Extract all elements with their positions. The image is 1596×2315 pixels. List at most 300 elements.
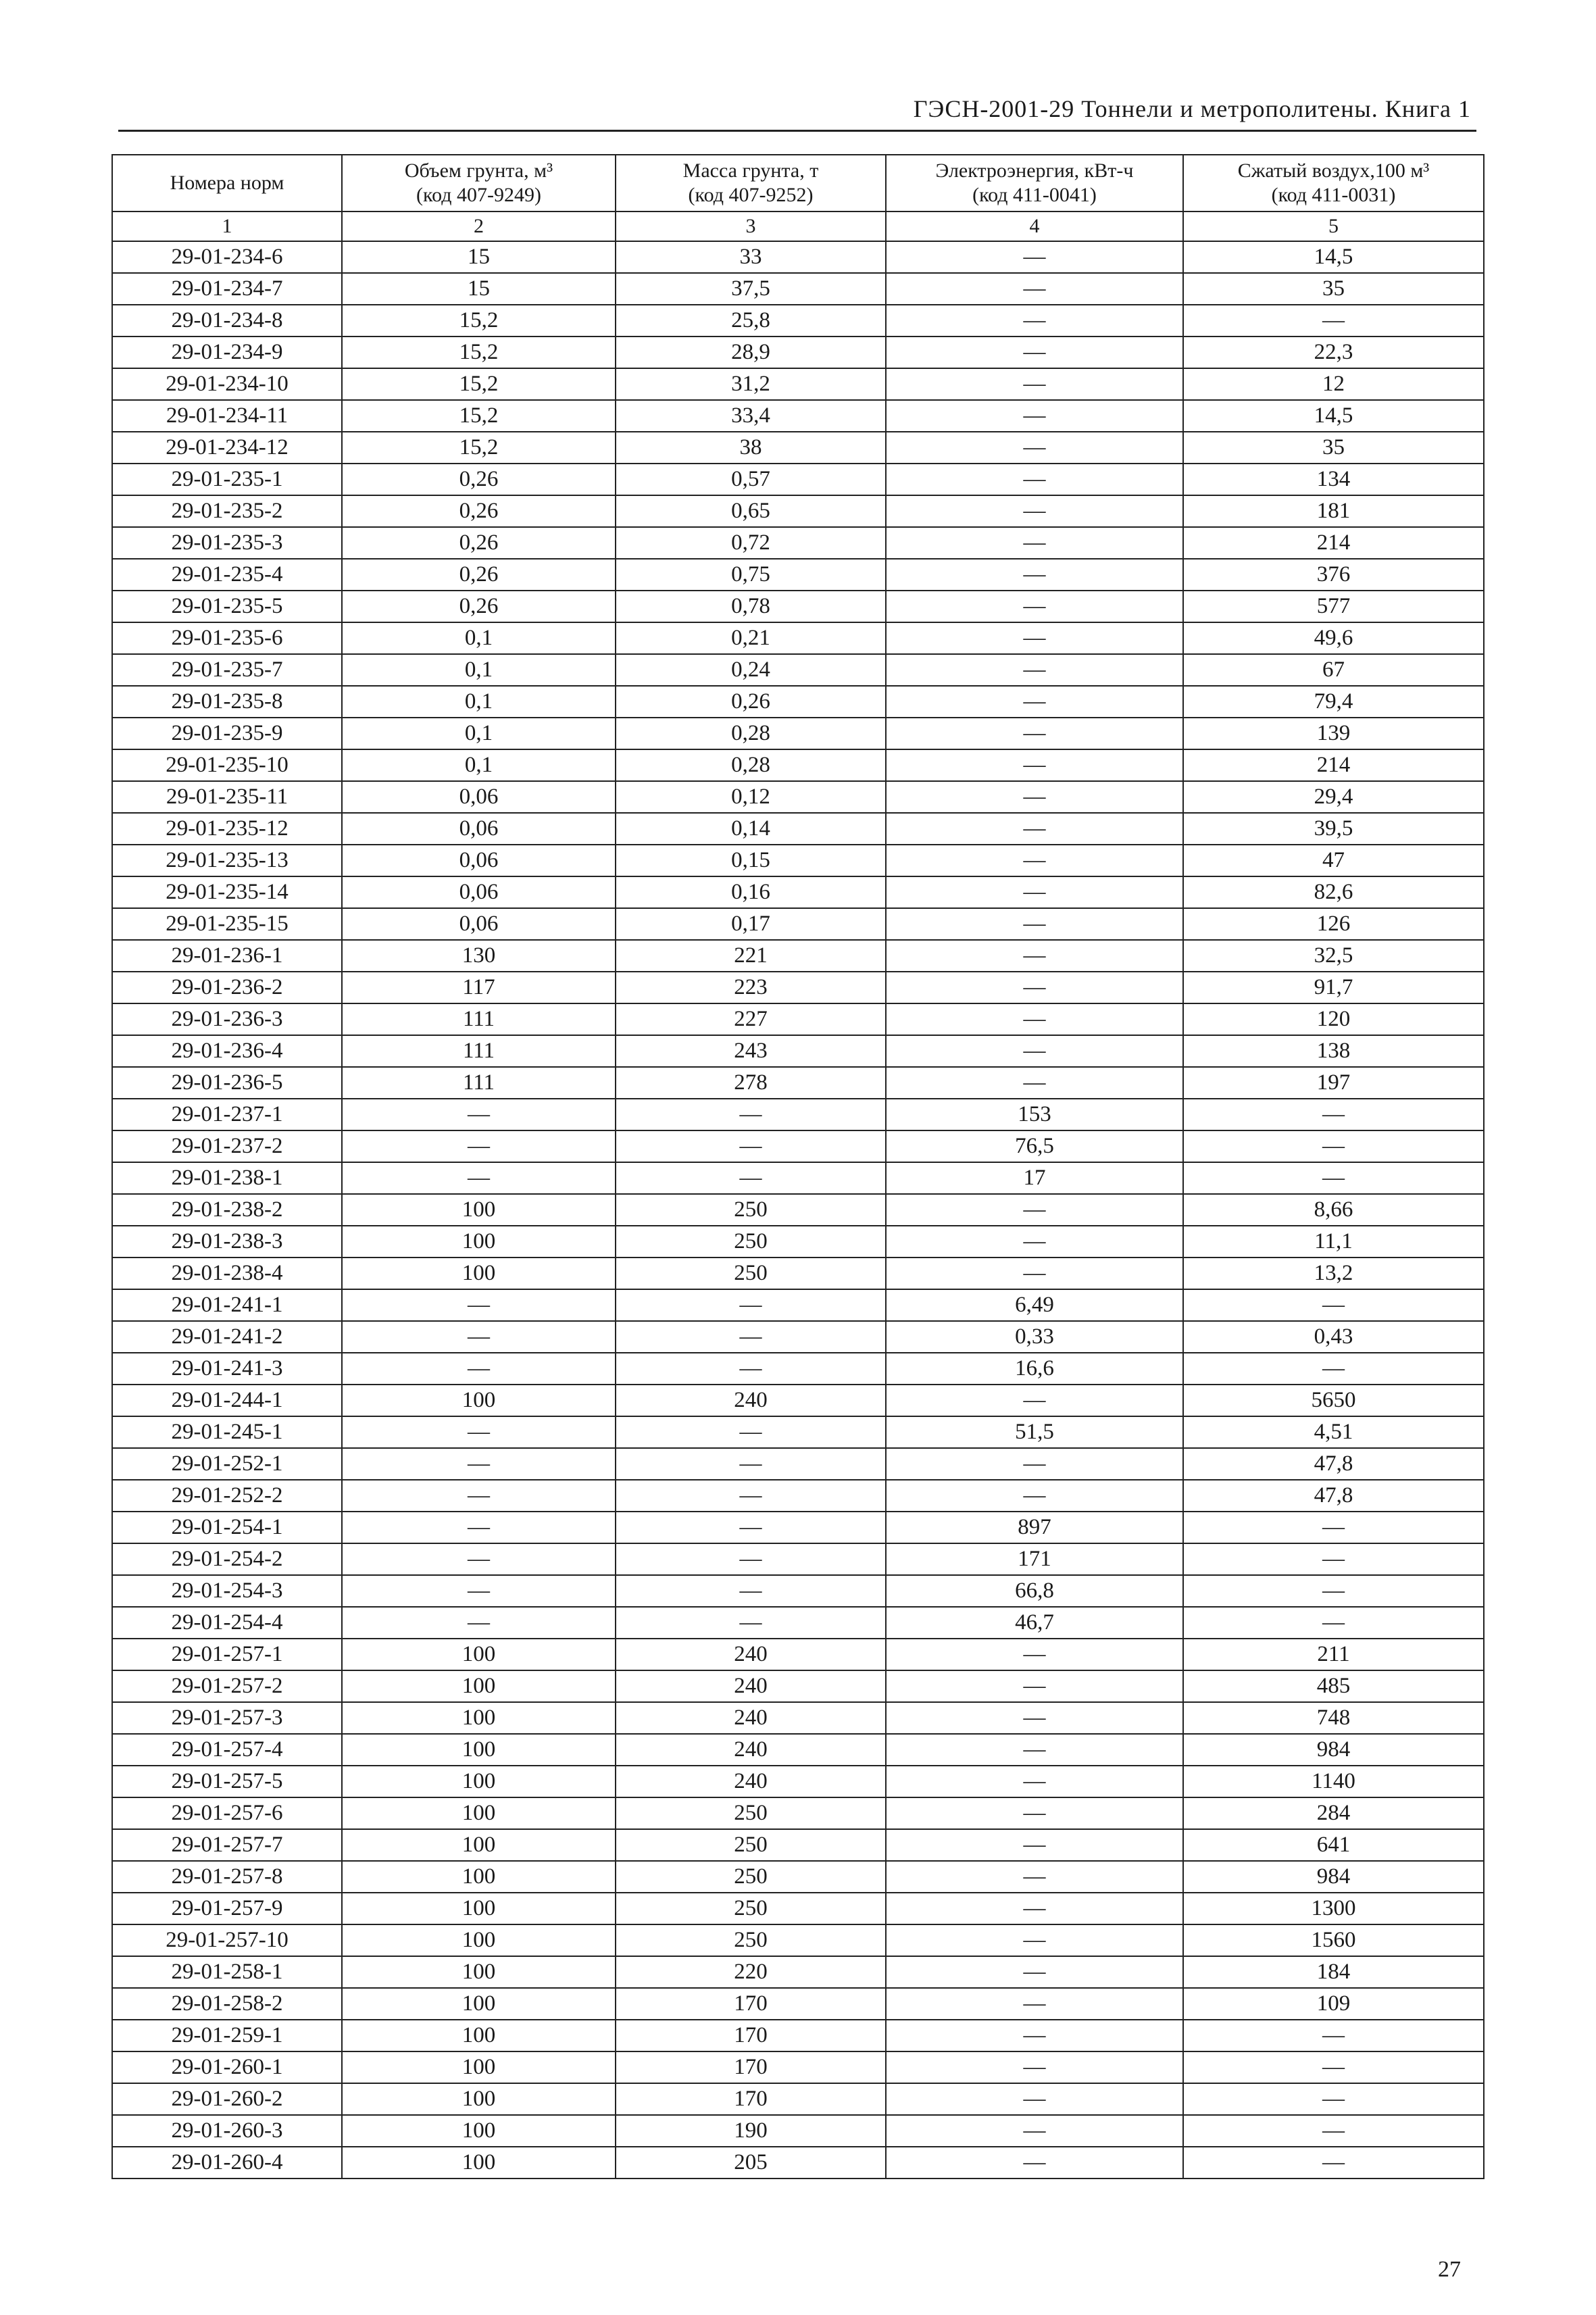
compressed-air-cell: 49,6 <box>1183 622 1484 654</box>
electricity-cell: — <box>886 368 1183 400</box>
norm-number-cell: 29-01-252-1 <box>112 1448 342 1480</box>
norm-number-cell: 29-01-238-2 <box>112 1194 342 1226</box>
electricity-cell: — <box>886 591 1183 622</box>
soil-volume-cell: 111 <box>342 1035 616 1067</box>
table-row <box>112 1543 1484 1575</box>
table-row <box>112 1321 1484 1353</box>
electricity-cell: — <box>886 241 1183 273</box>
soil-volume-cell: 100 <box>342 1734 616 1766</box>
norm-number-cell: 29-01-258-2 <box>112 1988 342 2020</box>
soil-volume-cell: — <box>342 1353 616 1385</box>
compressed-air-cell: — <box>1183 1607 1484 1639</box>
soil-mass-cell: 250 <box>616 1861 886 1893</box>
soil-mass-cell: 240 <box>616 1670 886 1702</box>
soil-mass-cell: 250 <box>616 1797 886 1829</box>
soil-volume-cell: 100 <box>342 1924 616 1956</box>
soil-mass-cell: 25,8 <box>616 305 886 337</box>
compressed-air-cell: 984 <box>1183 1734 1484 1766</box>
soil-volume-cell: 100 <box>342 1258 616 1289</box>
soil-volume-cell: 100 <box>342 1702 616 1734</box>
compressed-air-cell: 5650 <box>1183 1385 1484 1416</box>
norm-number-cell: 29-01-235-2 <box>112 495 342 527</box>
compressed-air-cell: — <box>1183 2115 1484 2147</box>
norm-number-cell: 29-01-260-2 <box>112 2083 342 2115</box>
table-row <box>112 1702 1484 1734</box>
norm-number-cell: 29-01-236-3 <box>112 1003 342 1035</box>
soil-volume-cell: 100 <box>342 1385 616 1416</box>
soil-volume-cell: 111 <box>342 1067 616 1099</box>
soil-volume-cell: 0,06 <box>342 781 616 813</box>
soil-mass-cell: — <box>616 1289 886 1321</box>
electricity-cell: — <box>886 718 1183 749</box>
table-row <box>112 718 1484 749</box>
soil-mass-cell: 0,28 <box>616 749 886 781</box>
electricity-cell: — <box>886 2083 1183 2115</box>
compressed-air-cell: 22,3 <box>1183 337 1484 368</box>
soil-volume-cell: — <box>342 1416 616 1448</box>
soil-volume-cell: 0,1 <box>342 749 616 781</box>
compressed-air-cell: 181 <box>1183 495 1484 527</box>
column-number: 3 <box>616 211 886 241</box>
running-header <box>118 95 1476 132</box>
compressed-air-cell: 67 <box>1183 654 1484 686</box>
electricity-cell: — <box>886 972 1183 1003</box>
soil-mass-cell: 0,65 <box>616 495 886 527</box>
table-row <box>112 686 1484 718</box>
soil-volume-cell: — <box>342 1448 616 1480</box>
norm-number-cell: 29-01-235-15 <box>112 908 342 940</box>
norm-number-cell: 29-01-241-2 <box>112 1321 342 1353</box>
norm-number-cell: 29-01-234-11 <box>112 400 342 432</box>
soil-mass-cell: 205 <box>616 2147 886 2179</box>
soil-volume-cell: — <box>342 1130 616 1162</box>
soil-mass-cell: 170 <box>616 2083 886 2115</box>
table-row <box>112 2051 1484 2083</box>
norm-number-cell: 29-01-236-4 <box>112 1035 342 1067</box>
soil-mass-cell: 0,24 <box>616 654 886 686</box>
electricity-cell: — <box>886 1702 1183 1734</box>
electricity-cell: — <box>886 654 1183 686</box>
soil-volume-cell: 100 <box>342 1861 616 1893</box>
soil-mass-cell: 190 <box>616 2115 886 2147</box>
compressed-air-cell: — <box>1183 1512 1484 1543</box>
soil-volume-cell: 15 <box>342 241 616 273</box>
table-row <box>112 1893 1484 1924</box>
electricity-cell: — <box>886 781 1183 813</box>
norm-number-cell: 29-01-257-2 <box>112 1670 342 1702</box>
soil-mass-cell: 38 <box>616 432 886 464</box>
soil-mass-cell: 0,15 <box>616 845 886 876</box>
electricity-cell: — <box>886 1003 1183 1035</box>
soil-mass-cell: 250 <box>616 1226 886 1258</box>
electricity-cell: — <box>886 2147 1183 2179</box>
table-row <box>112 1003 1484 1035</box>
table-row <box>112 1385 1484 1416</box>
table-row <box>112 781 1484 813</box>
norm-number-cell: 29-01-257-6 <box>112 1797 342 1829</box>
soil-volume-cell: 100 <box>342 1893 616 1924</box>
norms-table <box>111 154 1485 2179</box>
table-row <box>112 1861 1484 1893</box>
compressed-air-cell: 79,4 <box>1183 686 1484 718</box>
soil-mass-cell: — <box>616 1353 886 1385</box>
norm-number-cell: 29-01-241-1 <box>112 1289 342 1321</box>
norm-number-cell: 29-01-234-7 <box>112 273 342 305</box>
electricity-cell: — <box>886 1480 1183 1512</box>
soil-volume-cell: — <box>342 1162 616 1194</box>
electricity-cell: — <box>886 686 1183 718</box>
table-row <box>112 1988 1484 2020</box>
norm-number-cell: 29-01-258-1 <box>112 1956 342 1988</box>
soil-mass-cell: 0,57 <box>616 464 886 495</box>
compressed-air-cell: 13,2 <box>1183 1258 1484 1289</box>
norm-number-cell: 29-01-234-9 <box>112 337 342 368</box>
table-row <box>112 1258 1484 1289</box>
table-row <box>112 749 1484 781</box>
compressed-air-cell: 8,66 <box>1183 1194 1484 1226</box>
norm-number-cell: 29-01-254-1 <box>112 1512 342 1543</box>
soil-mass-cell: 223 <box>616 972 886 1003</box>
table-row <box>112 241 1484 273</box>
table-row <box>112 1448 1484 1480</box>
table-row <box>112 1480 1484 1512</box>
soil-volume-cell: — <box>342 1321 616 1353</box>
norm-number-cell: 29-01-237-1 <box>112 1099 342 1130</box>
table-row <box>112 622 1484 654</box>
electricity-cell: — <box>886 527 1183 559</box>
compressed-air-cell: — <box>1183 2083 1484 2115</box>
soil-mass-cell: 227 <box>616 1003 886 1035</box>
norm-number-cell: 29-01-260-4 <box>112 2147 342 2179</box>
table-row <box>112 1607 1484 1639</box>
table-row <box>112 940 1484 972</box>
electricity-cell: — <box>886 1734 1183 1766</box>
electricity-cell: — <box>886 876 1183 908</box>
table-row <box>112 1829 1484 1861</box>
compressed-air-cell: 35 <box>1183 432 1484 464</box>
electricity-cell: 153 <box>886 1099 1183 1130</box>
soil-volume-cell: 0,1 <box>342 686 616 718</box>
soil-volume-cell: — <box>342 1512 616 1543</box>
compressed-air-cell: 134 <box>1183 464 1484 495</box>
soil-volume-cell: 0,1 <box>342 654 616 686</box>
soil-mass-cell: 0,28 <box>616 718 886 749</box>
soil-volume-cell: 100 <box>342 1226 616 1258</box>
soil-mass-cell: 278 <box>616 1067 886 1099</box>
norm-number-cell: 29-01-235-13 <box>112 845 342 876</box>
soil-volume-cell: 0,06 <box>342 876 616 908</box>
compressed-air-cell: 184 <box>1183 1956 1484 1988</box>
electricity-cell: — <box>886 559 1183 591</box>
soil-volume-cell: 0,26 <box>342 591 616 622</box>
soil-mass-cell: 220 <box>616 1956 886 1988</box>
compressed-air-cell: 47 <box>1183 845 1484 876</box>
header-cell-soil-mass: Масса грунта, т (код 407-9252) <box>616 155 886 211</box>
header-cell-electricity: Электроэнергия, кВт-ч (код 411-0041) <box>886 155 1183 211</box>
soil-mass-cell: 170 <box>616 1988 886 2020</box>
electricity-cell: — <box>886 1670 1183 1702</box>
soil-volume-cell: 0,26 <box>342 495 616 527</box>
column-number: 1 <box>112 211 342 241</box>
norm-number-cell: 29-01-260-3 <box>112 2115 342 2147</box>
soil-volume-cell: 100 <box>342 2115 616 2147</box>
soil-mass-cell: — <box>616 1543 886 1575</box>
compressed-air-cell: 984 <box>1183 1861 1484 1893</box>
soil-mass-cell: — <box>616 1416 886 1448</box>
compressed-air-cell: 4,51 <box>1183 1416 1484 1448</box>
soil-volume-cell: 0,06 <box>342 908 616 940</box>
norm-number-cell: 29-01-234-8 <box>112 305 342 337</box>
norm-number-cell: 29-01-235-1 <box>112 464 342 495</box>
compressed-air-cell: — <box>1183 2051 1484 2083</box>
table-row <box>112 368 1484 400</box>
table-row <box>112 1956 1484 1988</box>
table-row <box>112 1766 1484 1797</box>
table-row <box>112 972 1484 1003</box>
norm-number-cell: 29-01-254-4 <box>112 1607 342 1639</box>
electricity-cell: — <box>886 2020 1183 2051</box>
compressed-air-cell: 577 <box>1183 591 1484 622</box>
table-row <box>112 464 1484 495</box>
norm-number-cell: 29-01-245-1 <box>112 1416 342 1448</box>
compressed-air-cell: — <box>1183 1099 1484 1130</box>
table-row <box>112 654 1484 686</box>
soil-volume-cell: 100 <box>342 2051 616 2083</box>
soil-volume-cell: — <box>342 1607 616 1639</box>
electricity-cell: — <box>886 940 1183 972</box>
electricity-cell: — <box>886 1893 1183 1924</box>
compressed-air-cell: — <box>1183 1162 1484 1194</box>
soil-mass-cell: 0,17 <box>616 908 886 940</box>
electricity-cell: — <box>886 432 1183 464</box>
compressed-air-cell: 1300 <box>1183 1893 1484 1924</box>
table-header-row <box>112 155 1484 211</box>
compressed-air-cell: 47,8 <box>1183 1480 1484 1512</box>
electricity-cell: 16,6 <box>886 1353 1183 1385</box>
compressed-air-cell: — <box>1183 2020 1484 2051</box>
compressed-air-cell: 214 <box>1183 527 1484 559</box>
compressed-air-cell: — <box>1183 1543 1484 1575</box>
compressed-air-cell: 120 <box>1183 1003 1484 1035</box>
compressed-air-cell: 126 <box>1183 908 1484 940</box>
compressed-air-cell: 485 <box>1183 1670 1484 1702</box>
electricity-cell: — <box>886 845 1183 876</box>
electricity-cell: — <box>886 1639 1183 1670</box>
norm-number-cell: 29-01-241-3 <box>112 1353 342 1385</box>
table-row <box>112 1416 1484 1448</box>
electricity-cell: — <box>886 622 1183 654</box>
norm-number-cell: 29-01-237-2 <box>112 1130 342 1162</box>
soil-volume-cell: 111 <box>342 1003 616 1035</box>
header-cell-soil-volume: Объем грунта, м³ (код 407-9249) <box>342 155 616 211</box>
table-row <box>112 1194 1484 1226</box>
electricity-cell: 171 <box>886 1543 1183 1575</box>
electricity-cell: — <box>886 337 1183 368</box>
soil-volume-cell: 0,1 <box>342 718 616 749</box>
table-row <box>112 908 1484 940</box>
table-row <box>112 2147 1484 2179</box>
soil-mass-cell: 33,4 <box>616 400 886 432</box>
norm-number-cell: 29-01-235-10 <box>112 749 342 781</box>
norm-number-cell: 29-01-238-4 <box>112 1258 342 1289</box>
electricity-cell: — <box>886 400 1183 432</box>
soil-mass-cell: 37,5 <box>616 273 886 305</box>
soil-mass-cell: 170 <box>616 2020 886 2051</box>
soil-mass-cell: 240 <box>616 1385 886 1416</box>
soil-mass-cell: 250 <box>616 1194 886 1226</box>
norm-number-cell: 29-01-257-1 <box>112 1639 342 1670</box>
compressed-air-cell: 1560 <box>1183 1924 1484 1956</box>
compressed-air-cell: 91,7 <box>1183 972 1484 1003</box>
norm-number-cell: 29-01-259-1 <box>112 2020 342 2051</box>
electricity-cell: 17 <box>886 1162 1183 1194</box>
compressed-air-cell: — <box>1183 2147 1484 2179</box>
compressed-air-cell: 32,5 <box>1183 940 1484 972</box>
norm-number-cell: 29-01-234-6 <box>112 241 342 273</box>
electricity-cell: — <box>886 464 1183 495</box>
table-row <box>112 876 1484 908</box>
soil-mass-cell: — <box>616 1607 886 1639</box>
table-row <box>112 1099 1484 1130</box>
soil-mass-cell: 0,26 <box>616 686 886 718</box>
norm-number-cell: 29-01-257-3 <box>112 1702 342 1734</box>
column-number: 5 <box>1183 211 1484 241</box>
soil-mass-cell: — <box>616 1099 886 1130</box>
table-row <box>112 559 1484 591</box>
electricity-cell: — <box>886 305 1183 337</box>
soil-volume-cell: 0,06 <box>342 845 616 876</box>
soil-mass-cell: 0,75 <box>616 559 886 591</box>
table-row <box>112 2020 1484 2051</box>
electricity-cell: 897 <box>886 1512 1183 1543</box>
table-row <box>112 337 1484 368</box>
compressed-air-cell: 214 <box>1183 749 1484 781</box>
soil-mass-cell: 250 <box>616 1829 886 1861</box>
soil-volume-cell: 0,06 <box>342 813 616 845</box>
soil-volume-cell: — <box>342 1575 616 1607</box>
compressed-air-cell: — <box>1183 1130 1484 1162</box>
norm-number-cell: 29-01-235-7 <box>112 654 342 686</box>
soil-volume-cell: 15 <box>342 273 616 305</box>
norm-number-cell: 29-01-252-2 <box>112 1480 342 1512</box>
norm-number-cell: 29-01-257-7 <box>112 1829 342 1861</box>
soil-volume-cell: 0,26 <box>342 559 616 591</box>
norm-number-cell: 29-01-235-4 <box>112 559 342 591</box>
header-cell-compressed-air: Сжатый воздух,100 м³ (код 411-0031) <box>1183 155 1484 211</box>
compressed-air-cell: 47,8 <box>1183 1448 1484 1480</box>
soil-volume-cell: 15,2 <box>342 337 616 368</box>
soil-mass-cell: — <box>616 1575 886 1607</box>
norm-number-cell: 29-01-257-8 <box>112 1861 342 1893</box>
soil-mass-cell: 240 <box>616 1639 886 1670</box>
norm-number-cell: 29-01-257-10 <box>112 1924 342 1956</box>
compressed-air-cell: — <box>1183 1289 1484 1321</box>
soil-volume-cell: — <box>342 1289 616 1321</box>
compressed-air-cell: 29,4 <box>1183 781 1484 813</box>
norm-number-cell: 29-01-235-11 <box>112 781 342 813</box>
soil-volume-cell: 100 <box>342 1194 616 1226</box>
electricity-cell: — <box>886 1258 1183 1289</box>
soil-mass-cell: 170 <box>616 2051 886 2083</box>
table-row <box>112 1639 1484 1670</box>
norm-number-cell: 29-01-244-1 <box>112 1385 342 1416</box>
compressed-air-cell: 82,6 <box>1183 876 1484 908</box>
electricity-cell: — <box>886 1766 1183 1797</box>
electricity-cell: — <box>886 749 1183 781</box>
soil-mass-cell: 250 <box>616 1924 886 1956</box>
soil-mass-cell: — <box>616 1162 886 1194</box>
table-row <box>112 1575 1484 1607</box>
table-body <box>112 241 1484 2179</box>
table-row <box>112 2083 1484 2115</box>
soil-volume-cell: — <box>342 1480 616 1512</box>
electricity-cell: — <box>886 1226 1183 1258</box>
electricity-cell: — <box>886 2051 1183 2083</box>
electricity-cell: — <box>886 1956 1183 1988</box>
compressed-air-cell: — <box>1183 1575 1484 1607</box>
soil-mass-cell: 31,2 <box>616 368 886 400</box>
soil-volume-cell: 15,2 <box>342 305 616 337</box>
electricity-cell: — <box>886 495 1183 527</box>
electricity-cell: — <box>886 1035 1183 1067</box>
soil-volume-cell: 100 <box>342 2020 616 2051</box>
table-row <box>112 1162 1484 1194</box>
compressed-air-cell: 12 <box>1183 368 1484 400</box>
soil-mass-cell: 221 <box>616 940 886 972</box>
electricity-cell: — <box>886 1829 1183 1861</box>
compressed-air-cell: 35 <box>1183 273 1484 305</box>
soil-volume-cell: 100 <box>342 1639 616 1670</box>
header-cell-norm-numbers: Номера норм <box>112 155 342 211</box>
compressed-air-cell: 0,43 <box>1183 1321 1484 1353</box>
norm-number-cell: 29-01-257-9 <box>112 1893 342 1924</box>
soil-mass-cell: 0,12 <box>616 781 886 813</box>
soil-mass-cell: 250 <box>616 1258 886 1289</box>
soil-mass-cell: — <box>616 1321 886 1353</box>
soil-mass-cell: 33 <box>616 241 886 273</box>
norm-number-cell: 29-01-235-5 <box>112 591 342 622</box>
soil-mass-cell: 0,72 <box>616 527 886 559</box>
soil-volume-cell: 100 <box>342 2147 616 2179</box>
compressed-air-cell: 139 <box>1183 718 1484 749</box>
compressed-air-cell: 109 <box>1183 1988 1484 2020</box>
norm-number-cell: 29-01-238-1 <box>112 1162 342 1194</box>
soil-mass-cell: 240 <box>616 1734 886 1766</box>
electricity-cell: — <box>886 1924 1183 1956</box>
electricity-cell: 0,33 <box>886 1321 1183 1353</box>
soil-mass-cell: 240 <box>616 1702 886 1734</box>
soil-mass-cell: — <box>616 1448 886 1480</box>
soil-mass-cell: 0,78 <box>616 591 886 622</box>
table-row <box>112 273 1484 305</box>
norm-number-cell: 29-01-238-3 <box>112 1226 342 1258</box>
electricity-cell: — <box>886 1067 1183 1099</box>
soil-volume-cell: 0,26 <box>342 464 616 495</box>
soil-volume-cell: 100 <box>342 1829 616 1861</box>
compressed-air-cell: 748 <box>1183 1702 1484 1734</box>
norm-number-cell: 29-01-234-10 <box>112 368 342 400</box>
soil-volume-cell: 100 <box>342 1797 616 1829</box>
electricity-cell: — <box>886 1194 1183 1226</box>
soil-mass-cell: 28,9 <box>616 337 886 368</box>
soil-mass-cell: 240 <box>616 1766 886 1797</box>
norm-number-cell: 29-01-234-12 <box>112 432 342 464</box>
compressed-air-cell: 1140 <box>1183 1766 1484 1797</box>
norm-number-cell: 29-01-260-1 <box>112 2051 342 2083</box>
electricity-cell: 76,5 <box>886 1130 1183 1162</box>
electricity-cell: — <box>886 1448 1183 1480</box>
norm-number-cell: 29-01-235-12 <box>112 813 342 845</box>
